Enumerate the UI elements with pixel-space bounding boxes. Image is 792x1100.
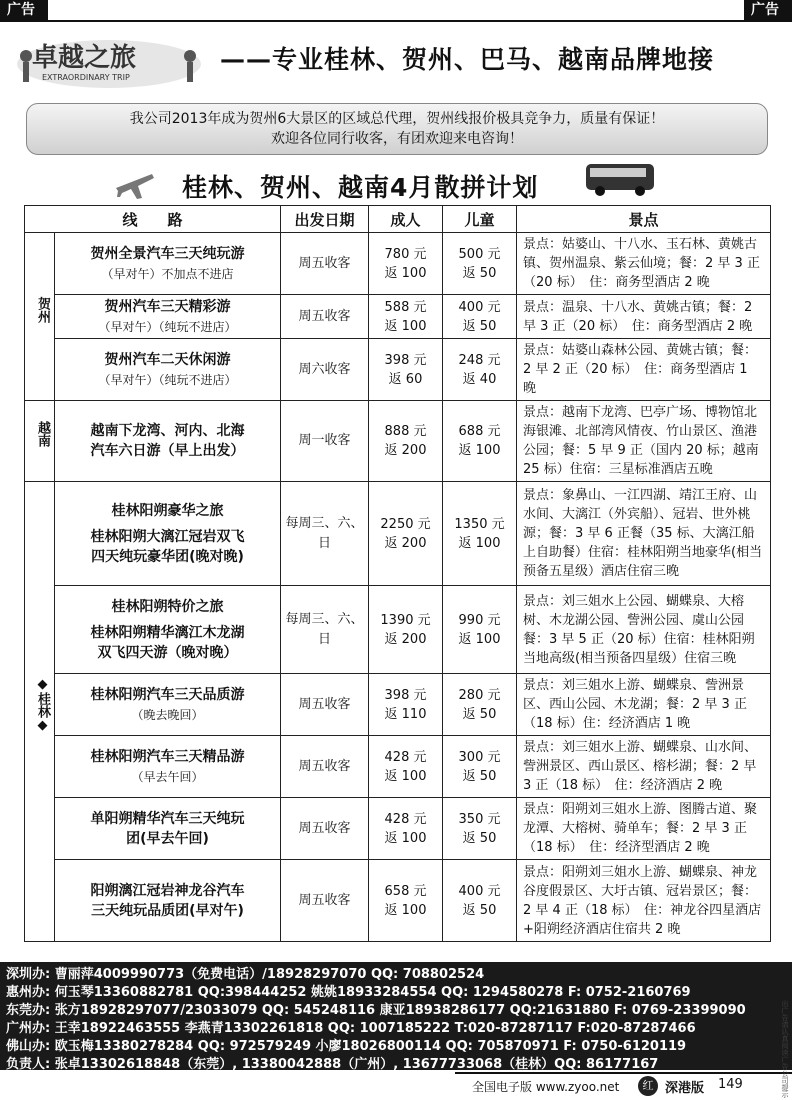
company-logo xyxy=(14,34,204,90)
table-row xyxy=(25,736,771,798)
route-cell: 单阳朔精华汽车三天纯玩 团(早去午回) xyxy=(55,798,281,860)
spots-cell: 景点：阳朔刘三姐水上游、蝴蝶泉、神龙谷度假景区、大圩古镇、冠岩景区；餐：2 早 4 正（18 标） 住：神龙谷四星酒店+阳朔经济酒店住宿共 2 晚 xyxy=(517,860,771,942)
contact-line: 广州办: 王幸18922463555 李燕青13302261818 QQ: 1007185222 T:020-87287117 F:020-87287466 xyxy=(6,1021,696,1036)
side-note: 出广告请认真阅读广告公司提示 xyxy=(781,1000,789,1098)
airplane-icon xyxy=(112,166,156,202)
spots-cell: 景点：越南下龙湾、巴亭广场、博物馆北海银滩、北部湾风情夜、竹山景区、渔港公园；餐：5 早 9 正（国内 20 标；越南 25 标）住宿：三星标准酒店五晚 xyxy=(517,401,771,482)
spots-cell: 景点：姑婆山、十八水、玉石林、黄姚古镇、贺州温泉、紫云仙境；餐：2 早 3 正（20 标） 住：商务型酒店 2 晚 xyxy=(517,233,771,295)
child-price-cell: 280 元 返 50 xyxy=(443,674,517,736)
spots-cell: 景点：温泉、十八水、黄姚古镇；餐：2 早 3 正（20 标） 住：商务型酒店 2 晚 xyxy=(517,295,771,339)
adult-price-cell: 588 元 返 100 xyxy=(369,295,443,339)
date-cell: 周一收客 xyxy=(281,401,369,482)
table-row xyxy=(25,860,771,942)
route-cell: 桂林阳朔特价之旅 桂林阳朔精华漓江木龙湖 双飞四天游（晚对晚） xyxy=(55,586,281,674)
notice-banner xyxy=(26,103,768,155)
footer-edition: 深港版 xyxy=(665,1081,705,1096)
table-header-row xyxy=(25,206,771,233)
contact-line: 负责人: 张卓13302618848（东莞）, 13380042888（广州）, 13677733068（桂林）QQ: 86177167 xyxy=(6,1057,659,1070)
adult-price-cell: 780 元 返 100 xyxy=(369,233,443,295)
spots-cell: 景点：姑婆山森林公园、黄姚古镇；餐：2 早 2 正（20 标） 住：商务型酒店 1 晚 xyxy=(517,339,771,401)
contact-line: 深圳办: 曹丽萍4009990773（免费电话）/18928297070 QQ: 708802524 xyxy=(6,967,485,982)
route-cell: 桂林阳朔汽车三天精品游 （早去午回） xyxy=(55,736,281,798)
child-price-cell: 688 元 返 100 xyxy=(443,401,517,482)
child-price-cell: 400 元 返 50 xyxy=(443,295,517,339)
date-cell: 周五收客 xyxy=(281,674,369,736)
child-price-cell: 248 元 返 40 xyxy=(443,339,517,401)
logo-text: 卓越之旅 xyxy=(32,43,137,73)
child-price-cell: 400 元 返 50 xyxy=(443,860,517,942)
table-row xyxy=(25,295,771,339)
child-price-cell: 990 元 返 100 xyxy=(443,586,517,674)
spots-cell: 景点：刘三姐水上公园、蝴蝶泉、大榕树、木龙湖公园、訾洲公园、虞山公园餐：3 早 5 正（20 标）住宿：桂林阳朔当地高级(相当预备四星级）住宿三晚 xyxy=(517,586,771,674)
table-row xyxy=(25,798,771,860)
contact-line: 惠州办: 何玉琴13360882781 QQ:398444252 姚姚18933284554 QQ: 1294580278 F: 0752-2160769 xyxy=(6,985,691,1000)
contact-line: 佛山办: 欧玉梅13380278284 QQ: 972579249 小廖18026800114 QQ: 705870971 F: 0750-6120119 xyxy=(6,1039,687,1054)
ad-label-right: 广告 xyxy=(744,0,792,20)
header-spots: 景点 xyxy=(517,206,771,233)
child-price-cell: 350 元 返 50 xyxy=(443,798,517,860)
footer-seal: 红 xyxy=(638,1076,658,1096)
date-cell: 每周三、六、日 xyxy=(281,482,369,586)
adult-price-cell: 398 元 返 110 xyxy=(369,674,443,736)
table-row xyxy=(25,586,771,674)
adult-price-cell: 658 元 返 100 xyxy=(369,860,443,942)
spots-cell: 景点：阳朔刘三姐水上游、图腾古道、聚龙潭、大榕树、骑单车；餐：2 早 3 正（18 标） 住：经济型酒店 2 晚 xyxy=(517,798,771,860)
date-cell: 周五收客 xyxy=(281,798,369,860)
bus-icon xyxy=(582,160,658,198)
table-row xyxy=(25,401,771,482)
header-child: 儿童 xyxy=(443,206,517,233)
adult-price-cell: 428 元 返 100 xyxy=(369,798,443,860)
tour-schedule-table xyxy=(24,205,771,942)
route-cell: 桂林阳朔汽车三天品质游 （晚去晚回） xyxy=(55,674,281,736)
notice-line-1: 我公司2013年成为贺州6大景区的区域总代理，贺州线报价极具竞争力，质量有保证！ xyxy=(129,111,665,127)
plan-title: 桂林、贺州、越南4月散拼计划 xyxy=(182,173,539,202)
header-route: 线 路 xyxy=(25,206,281,233)
route-cell: 贺州汽车二天休闲游 （早对午）（纯玩不进店） xyxy=(55,339,281,401)
ad-label-left: 广告 xyxy=(0,0,48,20)
route-cell: 贺州全景汽车三天纯玩游 （早对午）不加点不进店 xyxy=(55,233,281,295)
route-cell: 阳朔漓江冠岩神龙谷汽车 三天纯玩品质团(早对午) xyxy=(55,860,281,942)
logo-subtitle: EXTRAORDINARY TRIP xyxy=(42,73,130,82)
page-footer xyxy=(0,1074,792,1100)
region-vietnam: 越南 xyxy=(25,401,55,482)
region-hezhou: 贺州 xyxy=(25,233,55,401)
date-cell: 周六收客 xyxy=(281,339,369,401)
date-cell: 周五收客 xyxy=(281,736,369,798)
date-cell: 周五收客 xyxy=(281,233,369,295)
adult-price-cell: 398 元 返 60 xyxy=(369,339,443,401)
adult-price-cell: 1390 元 返 200 xyxy=(369,586,443,674)
header-adult: 成人 xyxy=(369,206,443,233)
notice-line-2: 欢迎各位同行收客，有团欢迎来电咨询！ xyxy=(271,131,523,147)
child-price-cell: 1350 元 返 100 xyxy=(443,482,517,586)
adult-price-cell: 428 元 返 100 xyxy=(369,736,443,798)
date-cell: 周五收客 xyxy=(281,295,369,339)
child-price-cell: 500 元 返 50 xyxy=(443,233,517,295)
top-divider xyxy=(0,20,792,22)
contact-info-panel xyxy=(0,962,792,1070)
child-price-cell: 300 元 返 50 xyxy=(443,736,517,798)
adult-price-cell: 888 元 返 200 xyxy=(369,401,443,482)
table-row xyxy=(25,339,771,401)
region-guilin: ◆桂林◆ xyxy=(25,482,55,942)
page-number: 149 xyxy=(718,1077,743,1092)
header-date: 出发日期 xyxy=(281,206,369,233)
footer-site: 全国电子版 www.zyoo.net xyxy=(472,1080,620,1094)
date-cell: 每周三、六、日 xyxy=(281,586,369,674)
table-row xyxy=(25,674,771,736)
route-cell: 越南下龙湾、河内、北海 汽车六日游（早上出发） xyxy=(55,401,281,482)
spots-cell: 景点：刘三姐水上游、蝴蝶泉、訾洲景区、西山公园、木龙湖；餐：2 早 3 正（18 标）住：经济酒店 1 晚 xyxy=(517,674,771,736)
spots-cell: 景点：象鼻山、一江四湖、靖江王府、山水间、大漓江（外宾船）、冠岩、世外桃源；餐：3 早 6 正餐（35 标、大漓江船上自助餐）住宿：桂林阳朔当地豪华(相当预备五星级）酒店住宿三晚 xyxy=(517,482,771,586)
route-cell: 贺州汽车三天精彩游 （早对午）（纯玩不进店） xyxy=(55,295,281,339)
route-cell: 桂林阳朔豪华之旅 桂林阳朔大漓江冠岩双飞 四天纯玩豪华团(晚对晚) xyxy=(55,482,281,586)
adult-price-cell: 2250 元 返 200 xyxy=(369,482,443,586)
headline: ——专业桂林、贺州、巴马、越南品牌地接 xyxy=(220,45,715,74)
date-cell: 周五收客 xyxy=(281,860,369,942)
spots-cell: 景点：刘三姐水上游、蝴蝶泉、山水间、訾洲景区、西山景区、榕杉湖；餐：2 早 3 正（18 标） 住：经济酒店 2 晚 xyxy=(517,736,771,798)
table-row xyxy=(25,482,771,586)
contact-line: 东莞办: 张方18928297077/23033079 QQ: 545248116 康亚18938286177 QQ:21631880 F: 0769-23399090 xyxy=(6,1003,746,1018)
table-row xyxy=(25,233,771,295)
